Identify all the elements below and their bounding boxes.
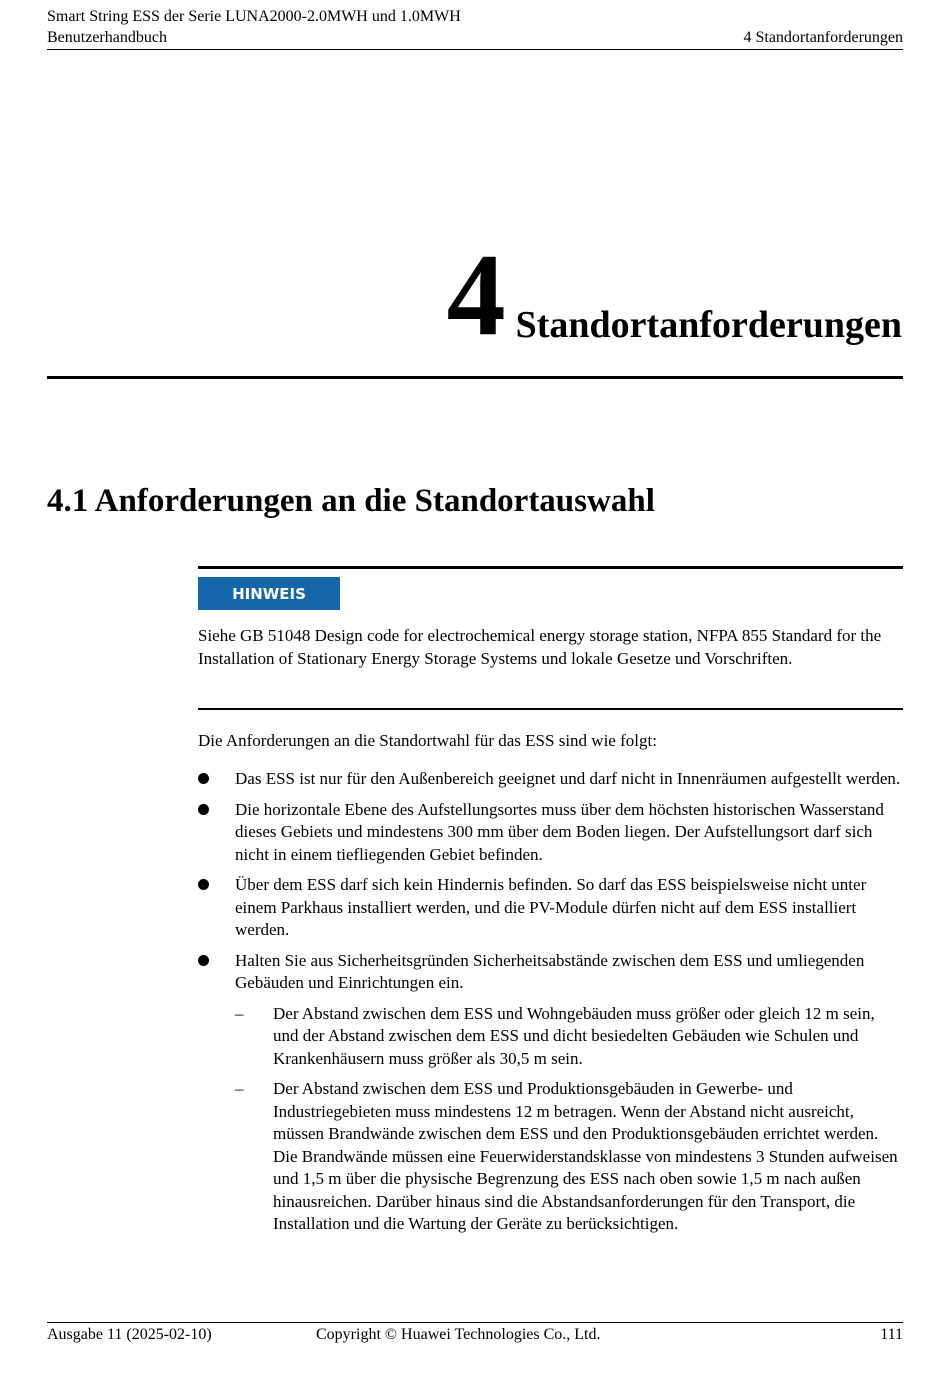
note-text: Siehe GB 51048 Design code for electrochemical energy storage station, NFPA 855 Standard for the Installation of Stationary Energy Storage Systems und lokale Gesetze und Vorschriften. — [198, 626, 882, 668]
dash-icon: – — [235, 1003, 244, 1023]
list-item — [198, 874, 903, 942]
sub-list-item — [198, 1003, 903, 1071]
chapter-heading — [446, 229, 902, 360]
bullet-icon — [198, 773, 209, 784]
list-item — [198, 768, 903, 791]
list-item-text: Halten Sie aus Sicherheitsgründen Sicherheitsabstände zwischen dem ESS und umliegenden Gebäuden und Einrichtungen ein. — [235, 950, 865, 992]
dash-icon: – — [235, 1079, 244, 1098]
page-number: 111 — [880, 1326, 903, 1343]
page-footer — [47, 1322, 903, 1346]
copyright-notice: Copyright © Huawei Technologies Co., Ltd. — [316, 1326, 601, 1343]
section-title: 4.1 Anforderungen an die Standortauswahl — [47, 483, 655, 519]
bullet-icon — [198, 804, 209, 815]
bullet-icon — [198, 955, 209, 966]
list-item — [198, 950, 903, 995]
list-item-text: Das ESS ist nur für den Außenbereich geeignet und darf nicht in Innenräumen aufgestellt werden. — [235, 769, 901, 788]
chapter-title: Standortanforderungen — [515, 304, 902, 346]
note-badge: HINWEIS — [198, 577, 340, 610]
chapter-divider — [47, 376, 903, 379]
intro-paragraph: Die Anforderungen an die Standortwahl für das ESS sind wie folgt: — [198, 731, 657, 750]
edition-label: Ausgabe 11 (2025-02-10) — [47, 1326, 212, 1343]
list-item-text: Die horizontale Ebene des Aufstellungsortes muss über dem höchsten historischen Wasserstand dieses Gebiets und mindestens 300 mm über dem Boden liegen. Der Aufstellungsort darf sich nicht in einem tiefliegenden Gebiet befinden. — [235, 799, 884, 864]
note-bottom-rule — [198, 708, 903, 710]
header-chapter-reference: 4 Standortanforderungen — [743, 29, 903, 46]
sub-list-item — [198, 1078, 903, 1236]
document-subtitle: Benutzerhandbuch — [47, 29, 167, 46]
note-top-rule — [198, 566, 903, 569]
document-title: Smart String ESS der Serie LUNA2000-2.0MWH und 1.0MWH — [47, 8, 461, 25]
chapter-number: 4 — [446, 229, 504, 360]
list-item — [198, 799, 903, 867]
sub-list-item-text: Der Abstand zwischen dem ESS und Produktionsgebäuden in Gewerbe- und Industriegebieten muss mindestens 12 m betragen. Wenn der Abstand nicht ausreicht, müssen Brandwände zwischen dem ESS und den Produktionsgebäuden errichtet werden. Die Brandwände müssen eine Feuerwiderstandsklasse von mindestens 3 Stunden aufweisen und 1,5 m über die physische Begrenzung des ESS nach oben sowie 1,5 m nach außen hinausreichen. Darüber hinaus sind die Abstandsanforderungen für den Transport, die Installation und die Wartung der Geräte zu berücksichtigen. — [273, 1079, 898, 1233]
bullet-icon — [198, 879, 209, 890]
page-header — [47, 6, 903, 50]
sub-list-item-text: Der Abstand zwischen dem ESS und Wohngebäuden muss größer oder gleich 12 m sein, und der Abstand zwischen dem ESS und dicht besiedelten Gebäuden wie Schulen und Krankenhäusern muss größer als 30,5 m sein. — [273, 1003, 875, 1068]
list-item-text: Über dem ESS darf sich kein Hindernis befinden. So darf das ESS beispielsweise nicht unter einem Parkhaus installiert werden, und die PV-Module dürfen nicht auf dem ESS installiert werden. — [235, 875, 867, 939]
requirements-list — [198, 768, 903, 1244]
